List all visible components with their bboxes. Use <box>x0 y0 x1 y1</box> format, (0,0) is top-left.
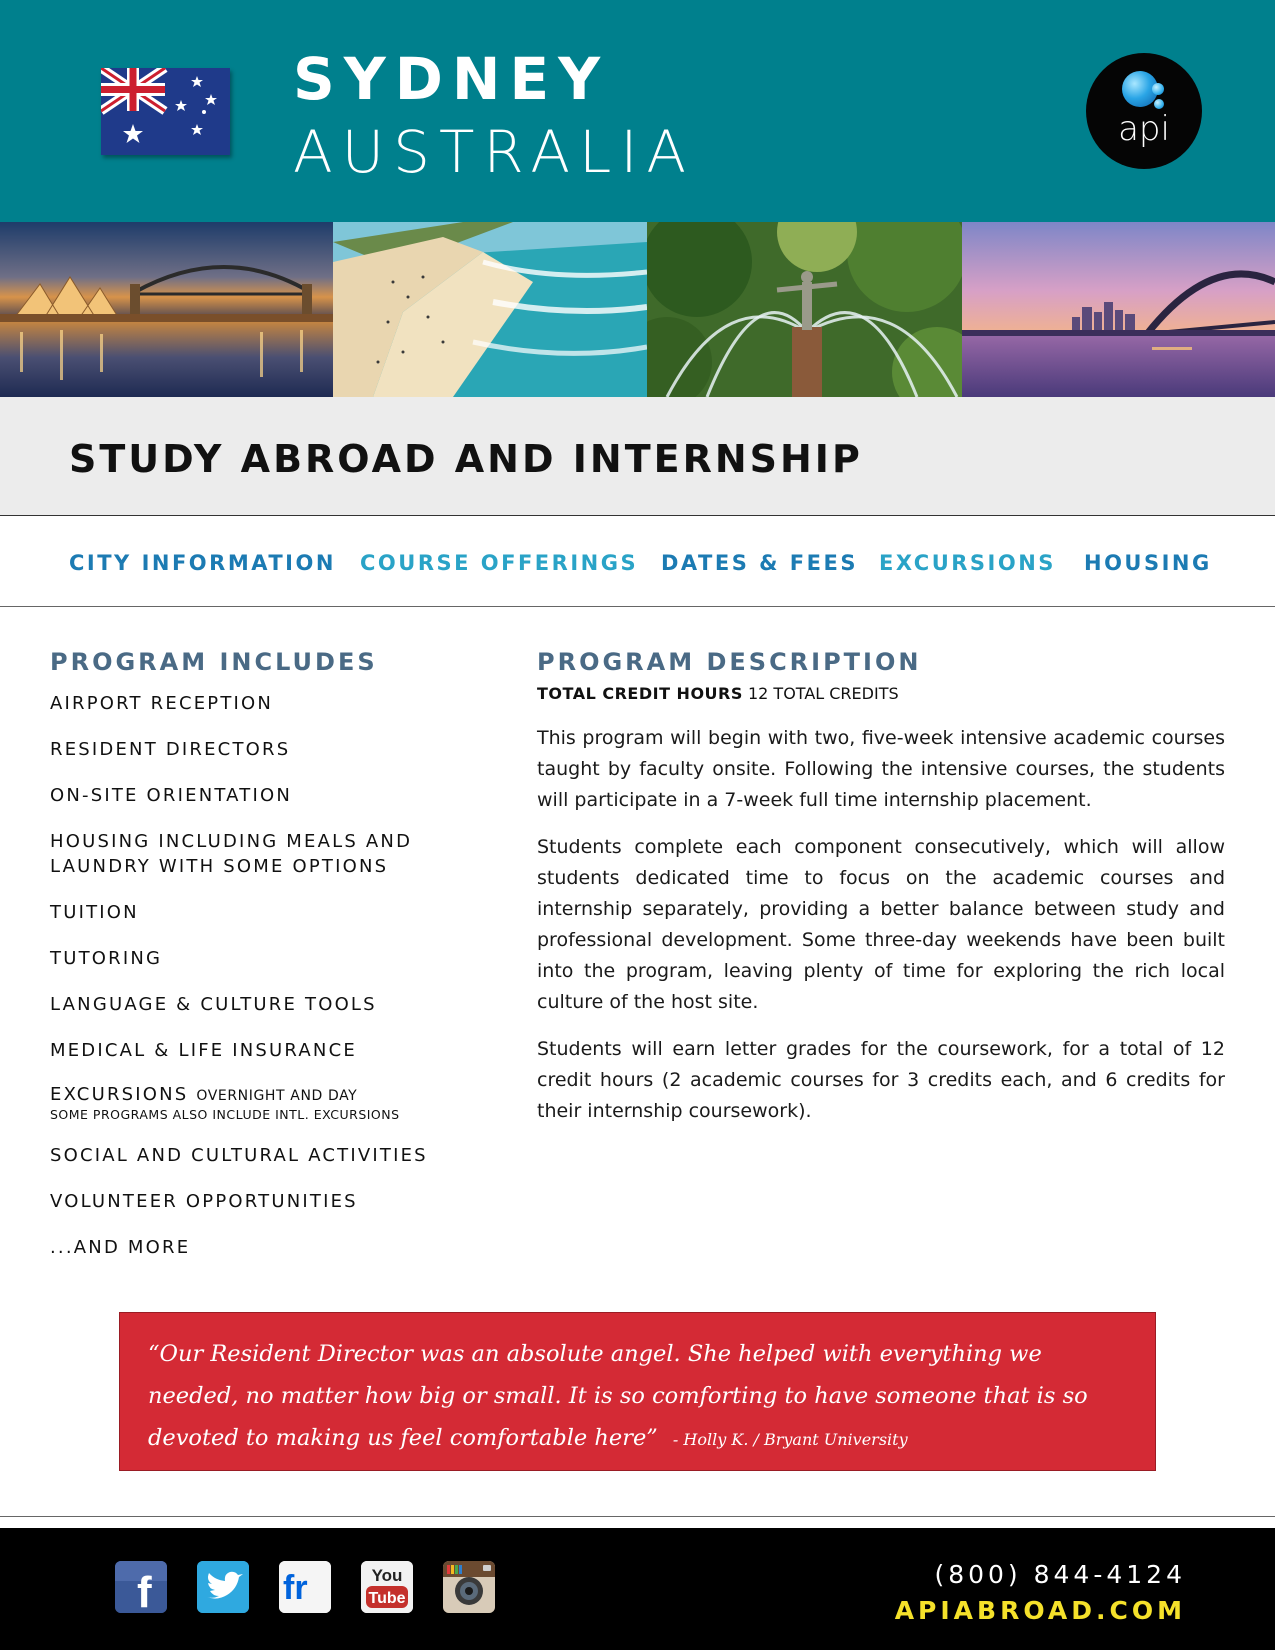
nav-excursions[interactable]: EXCURSIONS <box>879 551 1056 575</box>
api-logo[interactable] <box>1086 53 1202 169</box>
list-item: ...AND MORE <box>50 1237 191 1258</box>
facebook-icon[interactable] <box>115 1561 167 1613</box>
svg-text:f: f <box>137 1568 152 1613</box>
program-includes-heading: PROGRAM INCLUDES <box>50 648 378 676</box>
bubble-icon <box>1152 83 1164 95</box>
flickr-icon[interactable] <box>279 1561 331 1613</box>
list-item: TUTORING <box>50 948 163 969</box>
page-subtitle: STUDY ABROAD AND INTERNSHIP <box>69 437 863 481</box>
quote-text: “Our Resident Director was an absolute angel. She helped with everything we needed, no matter how big or small. It is so comforting to have someone that is so devoted to making us feel comfortable here” <box>148 1341 1088 1451</box>
svg-text:fr: fr <box>283 1569 308 1607</box>
svg-text:You: You <box>371 1566 403 1585</box>
program-description <box>537 648 1225 1127</box>
description-paragraph: Students complete each component consecutively, which will allow students dedicated time to focus on the academic courses and internship separately, providing a better balance between study and professional development. Some three-day weekends have been built into the program, leaving plenty of time for exploring the rich local culture of the host site. <box>537 836 1225 1013</box>
program-includes <box>50 648 480 1281</box>
youtube-icon[interactable] <box>361 1561 413 1613</box>
list-item: HOUSING INCLUDING MEALS AND LAUNDRY WITH SOME OPTIONS <box>50 831 413 877</box>
includes-list <box>50 691 480 1260</box>
page-header <box>0 0 1275 222</box>
description-body <box>537 723 1225 1127</box>
program-description-heading: PROGRAM DESCRIPTION <box>537 648 922 676</box>
list-item: EXCURSIONS OVERNIGHT AND DAY SOME PROGRAMS ALSO INCLUDE INTL. EXCURSIONS <box>50 1084 480 1122</box>
country-title: AUSTRALIA <box>293 118 696 186</box>
list-item: SOCIAL AND CULTURAL ACTIVITIES <box>50 1145 428 1166</box>
australia-flag-icon <box>101 68 230 155</box>
list-item: LANGUAGE & CULTURE TOOLS <box>50 994 377 1015</box>
photo-strip <box>0 222 1275 397</box>
credit-hours <box>537 684 1225 703</box>
photo-bondi-beach <box>333 222 647 397</box>
list-item: AIRPORT RECEPTION <box>50 693 274 714</box>
page-footer <box>0 1528 1275 1650</box>
instagram-icon[interactable] <box>443 1561 495 1613</box>
nav-dates-fees[interactable]: DATES & FEES <box>661 551 858 575</box>
excursions-subnote: SOME PROGRAMS ALSO INCLUDE INTL. EXCURSIONS <box>50 1107 400 1122</box>
list-item: VOLUNTEER OPPORTUNITIES <box>50 1191 358 1212</box>
quote-attribution: - Holly K. / Bryant University <box>672 1430 908 1449</box>
list-item: ON-SITE ORIENTATION <box>50 785 293 806</box>
testimonial-quote <box>119 1312 1156 1471</box>
svg-text:Tube: Tube <box>368 1590 406 1607</box>
list-item: TUITION <box>50 902 139 923</box>
excursions-note: OVERNIGHT AND DAY <box>196 1088 358 1104</box>
nav-housing[interactable]: HOUSING <box>1084 551 1212 575</box>
nav-city-information[interactable]: CITY INFORMATION <box>69 551 336 575</box>
photo-harbour-bridge-sunset <box>962 222 1275 397</box>
photo-park-fountain <box>647 222 962 397</box>
section-nav <box>0 517 1275 607</box>
credit-value: 12 TOTAL CREDITS <box>747 684 899 703</box>
phone-number[interactable]: (800) 844-4124 <box>934 1560 1186 1589</box>
api-logo-text: api <box>1118 109 1170 149</box>
photo-opera-house-night <box>0 222 333 397</box>
city-title: SYDNEY <box>293 45 610 113</box>
description-paragraph: This program will begin with two, five-week intensive academic courses taught by faculty onsite. Following the intensive courses, the students will participate in a 7-week full time internship placement. <box>537 727 1225 811</box>
description-paragraph: Students will earn letter grades for the coursework, for a total of 12 credit hours (2 academic courses for 3 credits each, and 6 credits for their internship coursework). <box>537 1038 1225 1122</box>
nav-course-offerings[interactable]: COURSE OFFERINGS <box>360 551 639 575</box>
bubble-icon <box>1154 99 1164 109</box>
credit-label: TOTAL CREDIT HOURS <box>537 684 743 703</box>
list-item: RESIDENT DIRECTORS <box>50 739 291 760</box>
website-link[interactable]: APIABROAD.COM <box>894 1596 1186 1625</box>
twitter-icon[interactable] <box>197 1561 249 1613</box>
list-item: MEDICAL & LIFE INSURANCE <box>50 1040 357 1061</box>
subtitle-band <box>0 397 1275 516</box>
divider <box>0 1516 1275 1517</box>
